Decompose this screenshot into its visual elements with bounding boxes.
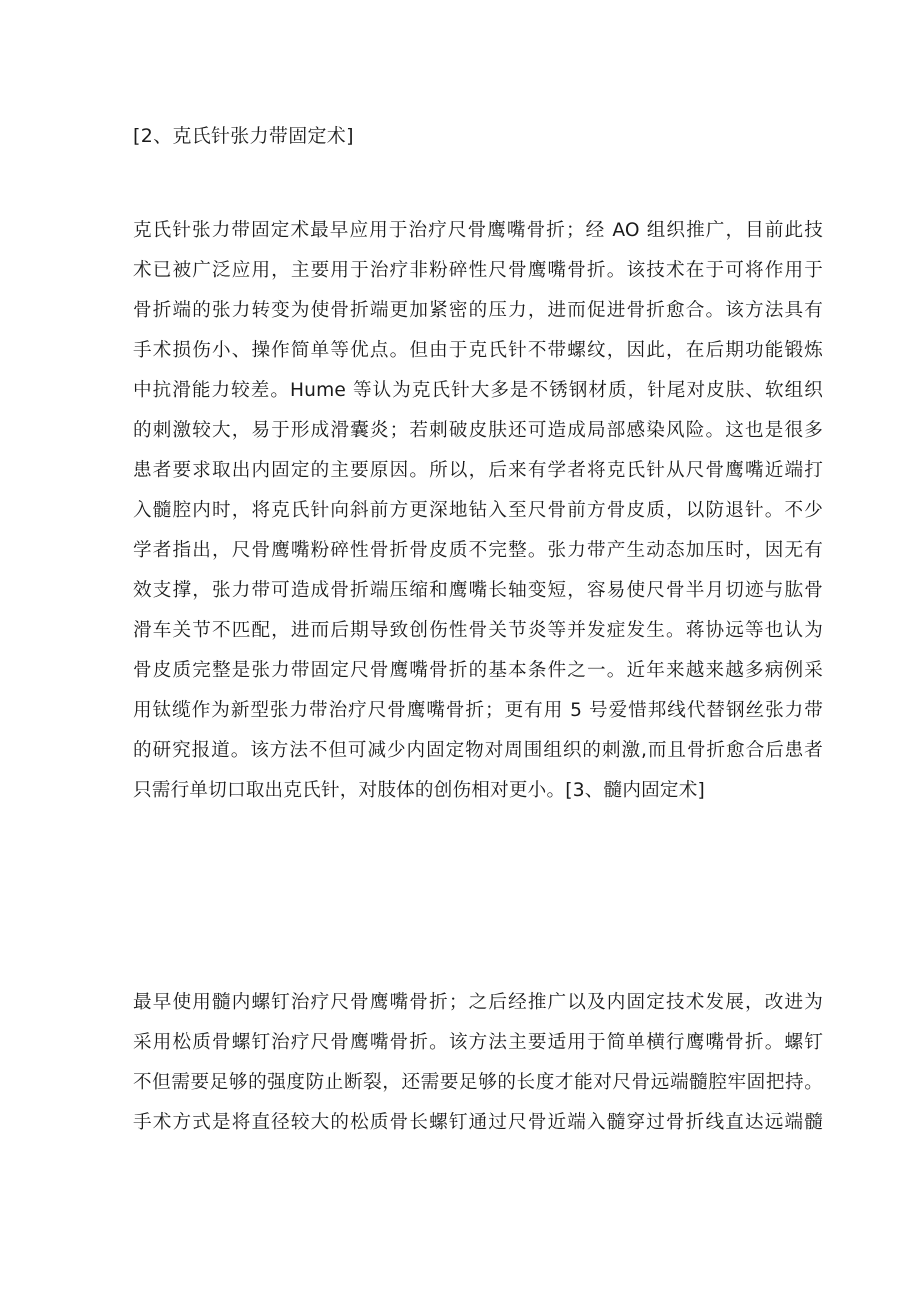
text-line: 骨折端的张力转变为使骨折端更加紧密的压力，进而促进骨折愈合。该方法具有 [133,300,823,321]
paragraph-1 [133,211,823,811]
text-line: 手术方式是将直径较大的松质骨长螺钉通过尺骨近端入髓穿过骨折线直达远端髓 [133,1112,823,1133]
text-line: 的研究报道。该方法不但可减少内固定物对周围组织的刺激,而且骨折愈合后患者 [133,740,823,761]
text-line: 用钛缆作为新型张力带治疗尺骨鹰嘴骨折；更有用 5 号爱惜邦线代替钢丝张力带 [133,700,823,721]
text-line: 骨皮质完整是张力带固定尺骨鹰嘴骨折的基本条件之一。近年来越来越多病例采 [133,660,823,681]
text-line: 滑车关节不匹配，进而后期导致创伤性骨关节炎等并发症发生。蒋协远等也认为 [133,620,823,641]
text-line: 只需行单切口取出克氏针，对肢体的创伤相对更小。[3、髓内固定术] [133,780,705,801]
paragraph-2 [133,983,823,1143]
text-line: 患者要求取出内固定的主要原因。所以，后来有学者将克氏针从尺骨鹰嘴近端打 [133,460,823,481]
text-line: 最早使用髓内螺钉治疗尺骨鹰嘴骨折；之后经推广以及内固定技术发展，改进为 [133,992,823,1013]
text-line: 术已被广泛应用，主要用于治疗非粉碎性尺骨鹰嘴骨折。该技术在于可将作用于 [133,260,823,281]
text-line: 效支撑，张力带可造成骨折端压缩和鹰嘴长轴变短，容易使尺骨半月切迹与肱骨 [133,580,823,601]
text-line: 手术损伤小、操作简单等优点。但由于克氏针不带螺纹，因此，在后期功能锻炼 [133,340,823,361]
text-line: 不但需要足够的强度防止断裂，还需要足够的长度才能对尺骨远端髓腔牢固把持。 [133,1072,823,1093]
text-line: 中抗滑能力较差。Hume 等认为克氏针大多是不锈钢材质，针尾对皮肤、软组织 [133,380,823,401]
text-line: 的刺激较大，易于形成滑囊炎；若刺破皮肤还可造成局部感染风险。这也是很多 [133,420,823,441]
text-line: 采用松质骨螺钉治疗尺骨鹰嘴骨折。该方法主要适用于简单横行鹰嘴骨折。螺钉 [133,1032,823,1053]
text-line: 学者指出，尺骨鹰嘴粉碎性骨折骨皮质不完整。张力带产生动态加压时，因无有 [133,540,823,561]
text-line: 克氏针张力带固定术最早应用于治疗尺骨鹰嘴骨折；经 AO 组织推广，目前此技 [133,220,823,241]
section-heading: [2、克氏针张力带固定术] [133,125,354,147]
text-line: 入髓腔内时，将克氏针向斜前方更深地钻入至尺骨前方骨皮质，以防退针。不少 [133,500,823,521]
